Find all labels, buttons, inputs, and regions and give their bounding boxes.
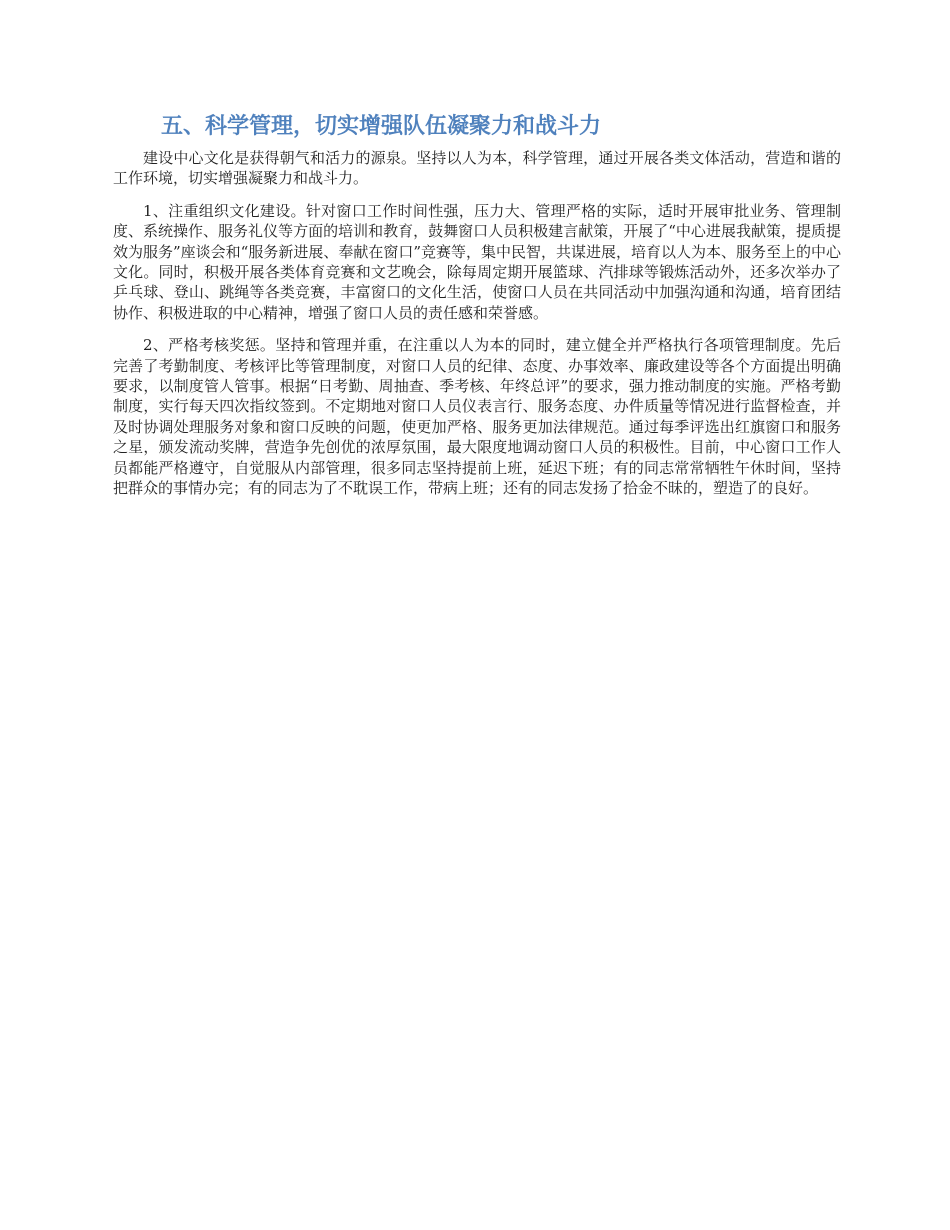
section-heading: 五、科学管理，切实增强队伍凝聚力和战斗力	[161, 114, 602, 139]
assessment-paragraph: 2、严格考核奖惩。坚持和管理并重，在注重以人为本的同时，建立健全并严格执行各项管理制度。先后完善了考勤制度、考核评比等管理制度，对窗口人员的纪律、态度、办事效率、廉政建设等各个方面提出明确要求，以制度管人管事。根据“日考勤、周抽查、季考核、年终总评”的要求，强力推动制度的实施。严格考勤制度，实行每天四次指纹签到。不定期地对窗口人员仪表言行、服务态度、办件质量等情况进行监督检查，并及时协调处理服务对象和窗口反映的问题，使更加严格、服务更加法律规范。通过每季评选出红旗窗口和服务之星，颁发流动奖牌，营造争先创优的浓厚氛围，最大限度地调动窗口人员的积极性。目前，中心窗口工作人员都能严格遵守，自觉服从内部管理，很多同志坚持提前上班，延迟下班；有的同志常常牺牲午休时间，坚持把群众的事情办完；有的同志为了不耽误工作，带病上班；还有的同志发扬了拾金不昧的，塑造了的良好。	[113, 336, 841, 498]
culture-building-paragraph: 1、注重组织文化建设。针对窗口工作时间性强，压力大、管理严格的实际，适时开展审批业务、管理制度、系统操作、服务礼仪等方面的培训和教育，鼓舞窗口人员积极建言献策，开展了“中心进展我献策，提质提效为服务”座谈会和“服务新进展、奉献在窗口”竞赛等，集中民智，共谋进展，培育以人为本、服务至上的中心文化。同时，积极开展各类体育竞赛和文艺晚会，除每周定期开展篮球、汽排球等锻炼活动外，还多次举办了乒乓球、登山、跳绳等各类竞赛，丰富窗口的文化生活，使窗口人员在共同活动中加强沟通和沟通，培育团结协作、积极进取的中心精神，增强了窗口人员的责任感和荣誉感。	[113, 201, 842, 322]
intro-paragraph: 建设中心文化是获得朝气和活力的源泉。坚持以人为本，科学管理，通过开展各类文体活动，营造和谐的工作环境，切实增强凝聚力和战斗力。	[113, 149, 841, 188]
document-body	[113, 110, 841, 511]
